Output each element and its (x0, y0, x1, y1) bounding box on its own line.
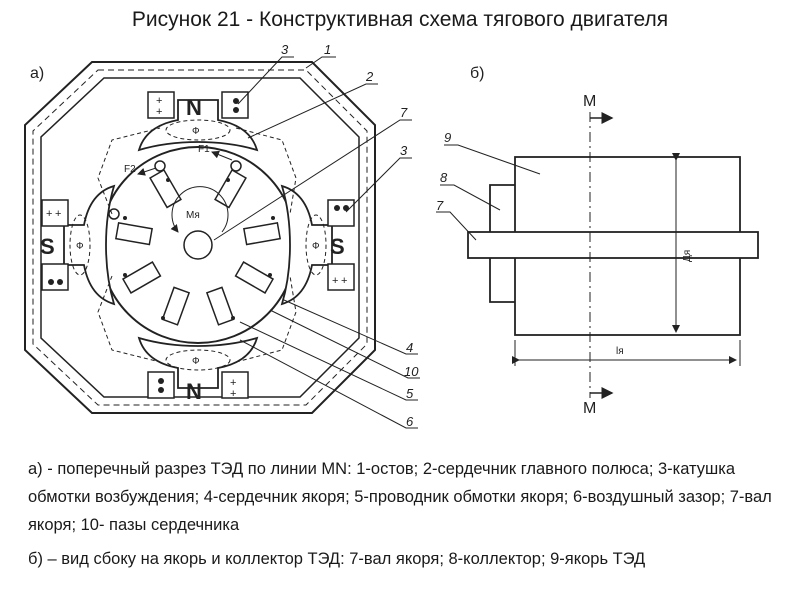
force-1-label: F1 (198, 144, 210, 155)
diameter-label: Дя (682, 249, 693, 262)
flux-bottom: Ф (192, 356, 200, 367)
armature-conductors (123, 178, 275, 320)
part-label-10: 10 (404, 364, 419, 379)
armature-side-view (468, 157, 758, 335)
svg-text:+: + (46, 208, 53, 220)
part-label-7-b: 7 (436, 198, 444, 213)
section-mark-top: M (583, 93, 597, 110)
force-2-label: F2 (124, 164, 136, 175)
svg-text:+: + (156, 106, 163, 118)
part-label-9: 9 (444, 130, 452, 145)
shaft-circle (184, 231, 212, 259)
panel-a-label: а) (30, 65, 45, 82)
part-label-6: 6 (406, 414, 414, 429)
part-label-5: 5 (406, 386, 414, 401)
part-label-3-top: 3 (281, 42, 289, 57)
shaft (468, 232, 758, 258)
part-label-1: 1 (324, 42, 332, 57)
part-label-4: 4 (406, 340, 414, 355)
svg-text:+: + (156, 95, 163, 107)
armature-slots (116, 170, 280, 325)
flux-right: Ф (312, 241, 320, 252)
pole-s-left: S (40, 234, 55, 259)
armature-core (100, 147, 296, 343)
part-label-3-right: 3 (400, 143, 408, 158)
caption-a: а) - поперечный разрез ТЭД по линии MN: 1-остов; 2-сердечник главного полюса; 3-катушка обмотки возбуждения; 4-сердечник якоря; 5-проводник обмотки якоря; 6-воздушный зазор; 7-вал якоря; 10- пазы сердечника (28, 460, 772, 534)
part-label-7: 7 (400, 105, 408, 120)
length-label: lя (616, 346, 624, 357)
pole-n-bottom: N (186, 379, 202, 404)
svg-text:+: + (230, 388, 237, 400)
pole-n-top: N (186, 95, 202, 120)
svg-text:+: + (55, 208, 62, 220)
caption-b: б) – вид сбоку на якорь и коллектор ТЭД: 7-вал якоря; 8-коллектор; 9-якорь ТЭД (28, 550, 646, 568)
panel-b-label: б) (470, 65, 485, 82)
svg-text:+: + (332, 275, 339, 287)
section-mark-bottom: M (583, 400, 597, 417)
moment-label: Mя (186, 210, 200, 221)
flux-lines (70, 120, 326, 370)
flux-top: Ф (192, 126, 200, 137)
svg-text:+: + (341, 275, 348, 287)
figure-title: Рисунок 21 - Конструктивная схема тягового двигателя (131, 8, 669, 31)
part-label-2: 2 (366, 69, 374, 84)
pole-s-right: S (330, 234, 345, 259)
part-label-8: 8 (440, 170, 448, 185)
svg-text:+: + (230, 377, 237, 389)
flux-left: Ф (76, 241, 84, 252)
leader-lines-b (436, 145, 540, 240)
